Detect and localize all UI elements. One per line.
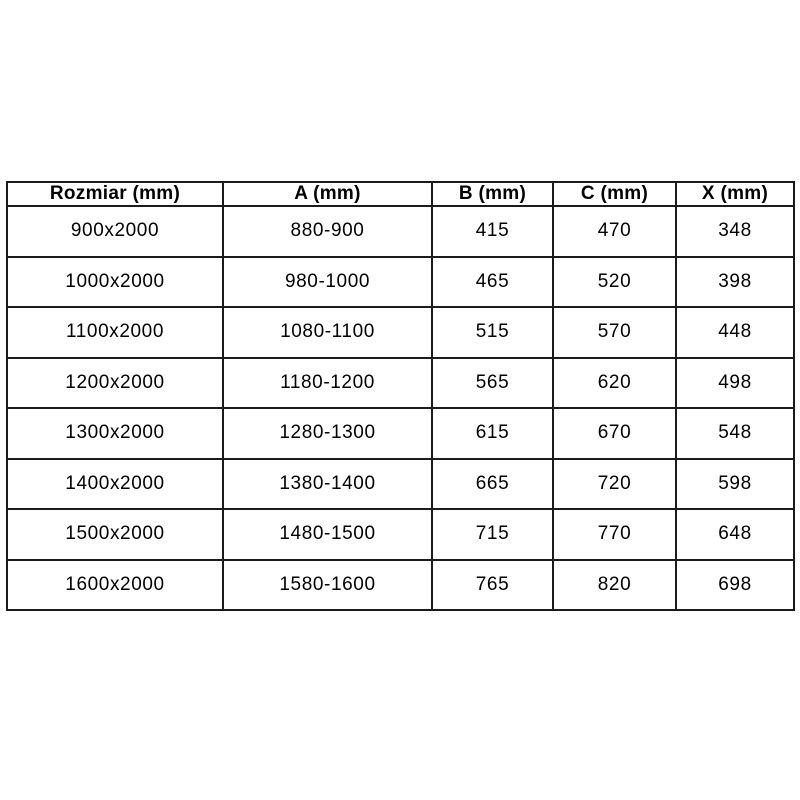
table-cell: 470: [553, 206, 676, 257]
header-row: [7, 182, 794, 206]
table-cell: 648: [676, 509, 794, 560]
table-cell: 348: [676, 206, 794, 257]
table-cell: 498: [676, 358, 794, 409]
table-cell: 900x2000: [7, 206, 223, 257]
table-cell: 465: [432, 257, 553, 308]
table-cell: 415: [432, 206, 553, 257]
table-cell: 615: [432, 408, 553, 459]
table-cell: 598: [676, 459, 794, 510]
table-row: [7, 560, 794, 611]
table-cell: 548: [676, 408, 794, 459]
table-cell: 1480-1500: [223, 509, 432, 560]
table-cell: 880-900: [223, 206, 432, 257]
table-cell: 1100x2000: [7, 307, 223, 358]
table-cell: 1400x2000: [7, 459, 223, 510]
table-cell: 1300x2000: [7, 408, 223, 459]
table-row: [7, 509, 794, 560]
size-spec-table: [6, 181, 795, 611]
table-cell: 1500x2000: [7, 509, 223, 560]
table-cell: 448: [676, 307, 794, 358]
table-cell: 515: [432, 307, 553, 358]
table-cell: 1080-1100: [223, 307, 432, 358]
table-cell: 670: [553, 408, 676, 459]
table-cell: 570: [553, 307, 676, 358]
table-cell: 565: [432, 358, 553, 409]
table-cell: 520: [553, 257, 676, 308]
table-cell: 1180-1200: [223, 358, 432, 409]
table-cell: 665: [432, 459, 553, 510]
table-cell: 980-1000: [223, 257, 432, 308]
table-cell: 765: [432, 560, 553, 611]
table-cell: 720: [553, 459, 676, 510]
column-header-rozmiar: Rozmiar (mm): [7, 182, 223, 206]
table-cell: 1200x2000: [7, 358, 223, 409]
table-cell: 715: [432, 509, 553, 560]
table-cell: 620: [553, 358, 676, 409]
table-cell: 1000x2000: [7, 257, 223, 308]
column-header-a: A (mm): [223, 182, 432, 206]
table-row: [7, 408, 794, 459]
table-row: [7, 307, 794, 358]
table-cell: 770: [553, 509, 676, 560]
table-cell: 1380-1400: [223, 459, 432, 510]
table-cell: 1600x2000: [7, 560, 223, 611]
table-row: [7, 459, 794, 510]
table-cell: 398: [676, 257, 794, 308]
column-header-c: C (mm): [553, 182, 676, 206]
table-row: [7, 358, 794, 409]
table-row: [7, 206, 794, 257]
table-cell: 820: [553, 560, 676, 611]
column-header-x: X (mm): [676, 182, 794, 206]
column-header-b: B (mm): [432, 182, 553, 206]
table-row: [7, 257, 794, 308]
table-cell: 1580-1600: [223, 560, 432, 611]
table-cell: 1280-1300: [223, 408, 432, 459]
table-cell: 698: [676, 560, 794, 611]
